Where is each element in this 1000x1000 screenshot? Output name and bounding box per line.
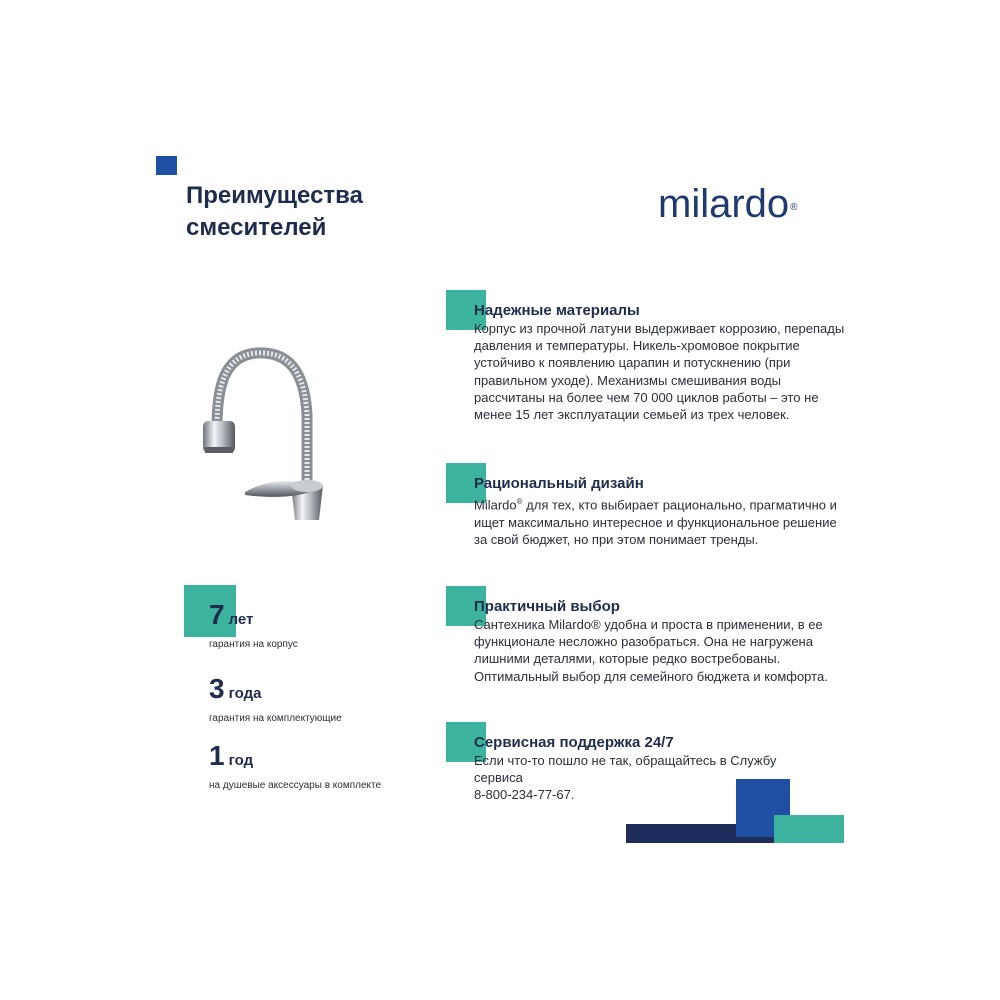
- guarantee-caption: на душевые аксессуары в комплекте: [209, 780, 382, 791]
- guarantee-unit: года: [228, 685, 262, 702]
- feature-text-body: для тех, кто выбирает рационально, прагматично и ищет максимально интересное и функциональное решение за свой бюджет, но при этом понимает тренды.: [474, 497, 837, 547]
- feature-text: Сантехника Milardo® удобна и проста в применении, в ее функционале несложно разобраться. Она не нагружена лишними деталями, которые редко востребованы. Оптимальный выбор для семейного бюджета и комфорта.: [474, 617, 828, 684]
- guarantee-caption: гарантия на корпус: [209, 639, 298, 650]
- guarantee-number: 1: [209, 740, 225, 771]
- feature-text: Корпус из прочной латуни выдерживает коррозию, перепады давления и температуры. Никель-хромовое покрытие устойчиво к появлению царапин и потускнению (при правильном уходе). Механизмы смешивания воды рассчитаны на более чем 70 000 циклов работы – это не менее 15 лет эксплуатации семьей из трех человек.: [474, 321, 845, 423]
- brand-logo: [658, 180, 798, 228]
- feature-title: Надежные материалы: [474, 302, 640, 319]
- title-line-1: Преимущества: [186, 182, 363, 209]
- guarantee-unit: год: [228, 752, 254, 769]
- brand-registered-mark: ®: [516, 497, 523, 506]
- logo-text: milardo: [658, 182, 790, 226]
- guarantee-value: [209, 585, 298, 636]
- feature-practical-choice: [446, 586, 846, 685]
- guarantee-unit: лет: [228, 611, 254, 628]
- decor-teal-block: [774, 815, 844, 843]
- feature-text: Если что-то пошло не так, обращайтесь в Службу сервиса: [474, 753, 777, 786]
- guarantee-shower-accessories: [184, 740, 381, 793]
- guarantee-caption: гарантия на комплектующие: [209, 713, 342, 724]
- feature-rational-design: [446, 463, 846, 548]
- feature-reliable-materials: [446, 290, 846, 423]
- logo-registered-mark: ®: [790, 202, 798, 213]
- feature-title: Сервисная поддержка 24/7: [474, 734, 674, 751]
- feature-text: [474, 493, 846, 548]
- page-title: [186, 180, 363, 244]
- support-phone: 8-800-234-77-67.: [474, 787, 575, 803]
- decor-blue-square: [156, 156, 177, 175]
- guarantee-value: [209, 740, 381, 777]
- feature-title: Рациональный дизайн: [474, 475, 644, 492]
- guarantee-components: [184, 673, 342, 726]
- guarantee-value: [209, 673, 342, 710]
- brand-name: Milardo: [474, 497, 517, 513]
- guarantee-body: [184, 585, 298, 652]
- guarantee-number: 7: [209, 599, 225, 630]
- guarantee-number: 3: [209, 673, 225, 704]
- feature-title: Практичный выбор: [474, 598, 620, 615]
- title-line-2: смесителей: [186, 214, 327, 241]
- faucet-image: [195, 335, 335, 525]
